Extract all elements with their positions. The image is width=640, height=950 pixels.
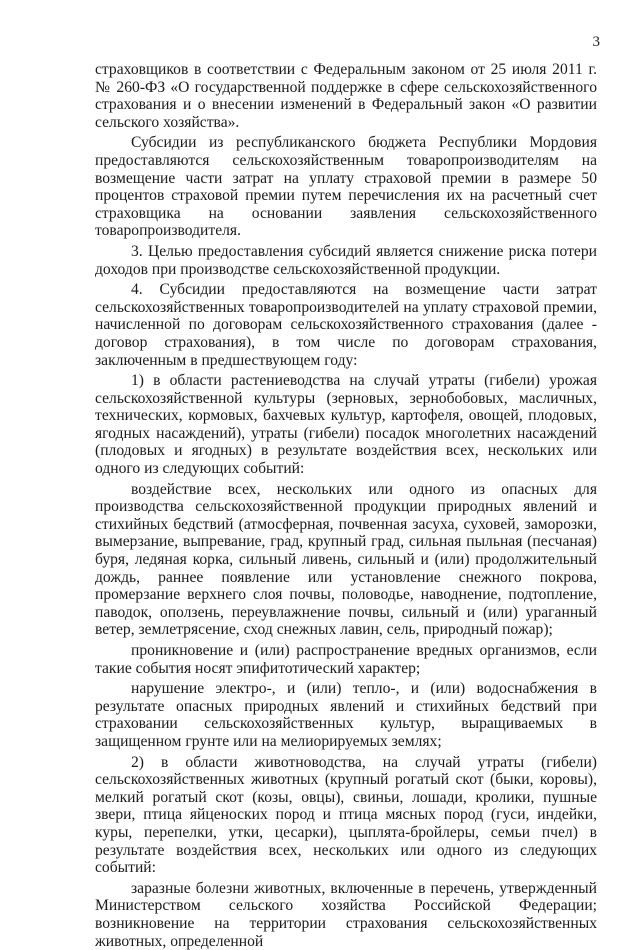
paragraph-subsidies-provision: Субсидии из республиканского бюджета Республики Мордовия предоставляются сельскохозяйственным товаропроизводителям на возмещение части затрат на уплату страховой премии в размере 50 процентов страховой премии путем перечисления их на расчетный счет страховщика на основании заявления сельскохозяйственного товаропроизводителя. — [95, 134, 597, 240]
paragraph-subitem-2-livestock: 2) в области животноводства, на случай утраты (гибели) сельскохозяйственных животных (крупный рогатый скот (быки, коровы), мелкий рогатый скот (козы, овцы), свиньи, лошади, кролики, пушные звери, птица яйценоских пород и птица мясных пород (гуси, индейки, куры, перепелки, утки, цесарки), цыплята-бройлеры, семьи пчел) в результате воздействия всех, нескольких или одного из следующих событий: — [95, 753, 597, 877]
page-number: 3 — [592, 34, 600, 50]
paragraph-subitem-1-crops: 1) в области растениеводства на случай утраты (гибели) урожая сельскохозяйственной культуры (зерновых, зернобобовых, масличных, технических, кормовых, бахчевых культур, картофеля, овощей, плодовых, ягодных насаждений), утраты (гибели) посадок многолетних насаждений (плодовых и ягодных) в результате воздействия всех, нескольких или одного из следующих событий: — [95, 372, 597, 478]
document-body — [95, 61, 597, 950]
paragraph-item-3: 3. Целью предоставления субсидий является снижение риска потери доходов при производстве сельскохозяйственной продукции. — [95, 242, 597, 278]
paragraph-insurers-law: страховщиков в соответствии с Федеральным законом от 25 июля 2011 г. № 260-ФЗ «О государственной поддержке в сфере сельскохозяйственного страхования и о внесении изменений в Федеральный закон «О развитии сельского хозяйства». — [95, 61, 597, 131]
paragraph-supply-disruption: нарушение электро-, и (или) тепло-, и (или) водоснабжения в результате опасных природных явлений и стихийных бедствий при страховании сельскохозяйственных культур, выращиваемых в защищенном грунте или на мелиорируемых землях; — [95, 680, 597, 750]
paragraph-item-4: 4. Субсидии предоставляются на возмещение части затрат сельскохозяйственных товаропроизводителей на уплату страховой премии, начисленной по договорам сельскохозяйственного страхования (далее - договор страхования), в том числе по договорам страхования, заключенным в предшествующем году: — [95, 281, 597, 369]
paragraph-contagious-diseases: заразные болезни животных, включенные в перечень, утвержденный Министерством сельского хозяйства Российской Федерации; возникновение на территории страхования сельскохозяйственных животных, определенной — [95, 879, 597, 950]
paragraph-harmful-organisms: проникновение и (или) распространение вредных организмов, если такие события носят эпифитотический характер; — [95, 642, 597, 677]
paragraph-natural-phenomena: воздействие всех, нескольких или одного из опасных для производства сельскохозяйственной продукции природных явлений и стихийных бедствий (атмосферная, почвенная засуха, суховей, заморозки, вымерзание, выпревание, град, крупный град, сильная пыльная (песчаная) буря, ледяная корка, сильный ливень, сильный и (или) продолжительный дождь, раннее появление или установление снежного покрова, промерзание верхнего слоя почвы, половодье, наводнение, подтопление, паводок, оползень, переувлажнение почвы, сильный и (или) ураганный ветер, землетрясение, сход снежных лавин, сель, природный пожар); — [95, 480, 597, 639]
